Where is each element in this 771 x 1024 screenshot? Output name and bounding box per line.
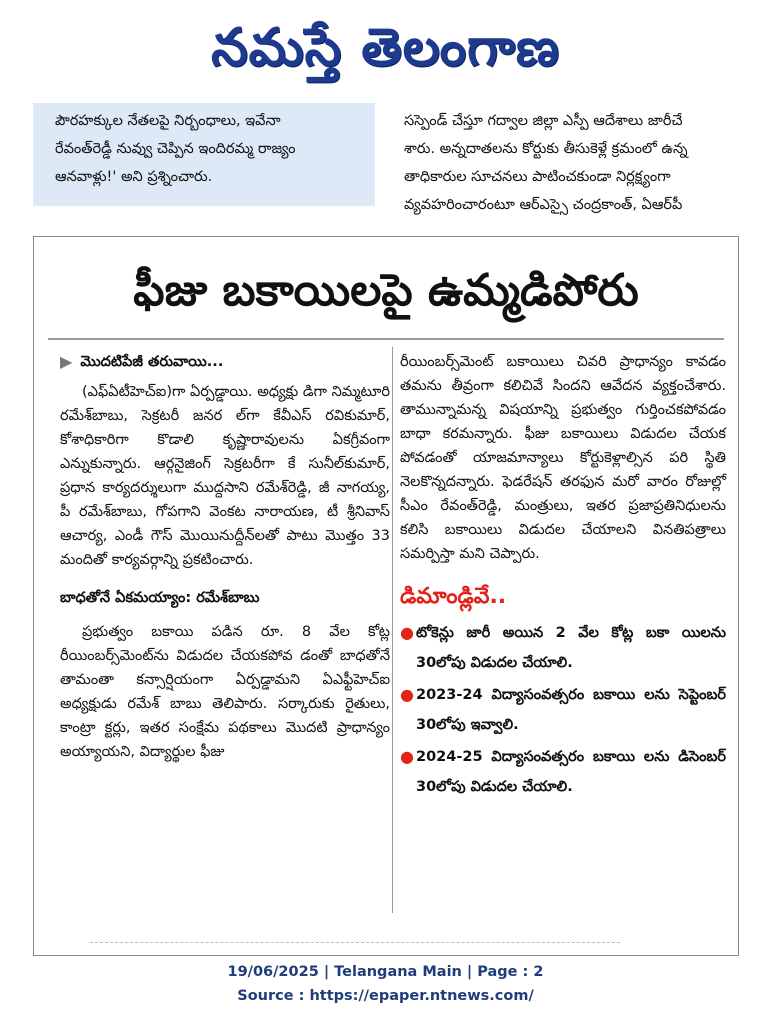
demand-text: టోకెన్లు జారీ అయిన 2 వేల కోట్ల బకా యిలను 30లోపు విడుదల చేయాలి. (416, 625, 726, 671)
snippet-line: ఆనవాళ్లు!' అని ప్రశ్నించారు. (55, 169, 213, 185)
article-box (33, 236, 739, 956)
demand-text: 2023-24 విద్యాసంవత్సరం బకాయి లను సెప్టెంబర్ 30లోపు ఇవ్వాలి. (416, 687, 726, 733)
article-headline: ఫీజు బకాయిలపై ఉమ్మడిపోరు (133, 265, 639, 316)
demands-heading: డిమాండ్లివే.. (400, 584, 507, 609)
snippet-line: శారు. అన్నదాతలను కోర్టుకు తీసుకెళ్లే క్రమంలో ఉన్న (404, 141, 688, 157)
right-column (400, 350, 726, 804)
snippet-line: తాధికారుల సూచనలు పాటించకుండా నిర్లక్ష్యంగా (404, 169, 671, 185)
bullet-icon: ● (400, 747, 414, 766)
snippet-line: పౌరహక్కుల నేతలపై నిర్బంధాలు, ఇవేనా (55, 113, 281, 129)
body-paragraph: (ఎఫ్ఏటీహెచ్ఐ)గా ఏర్పడ్డాయి. అధ్యక్షు డిగా నిమ్మటూరి రమేశ్‌బాబు, సెక్రటరీ జనర ల్‌గా కేవీఎస్ రవికుమార్, కోశాధికారిగా కొడాలి కృష్ణారావులను ఏకగ్రీవంగా ఎన్నుకున్నారు. ఆర్గనైజింగ్ సెక్రటరీగా కే సునీల్‌కుమార్, ప్రధాన కార్యదర్శులుగా ముద్దసాని రమేశ్‌రెడ్డి, జీ నాగయ్య, పీ రమేశ్‌బాబు, గోపగాని వెంకట నారాయణ, టీ శ్రీనివాస్ ఆచార్య, ఎండీ గౌస్ మొయినుద్దీన్‌లతో పాటు మొత్తం 33 మందితో కార్యవర్గాన్ని ప్రకటించారు. (60, 384, 390, 568)
footer-source-link[interactable]: Source : https://epaper.ntnews.com/ (237, 988, 534, 1004)
snippet-line: సస్పెండ్ చేస్తూ గద్వాల జిల్లా ఎస్పీ ఆదేశాలు జారీచే (404, 113, 683, 129)
triangle-right-icon: ▶ (60, 352, 73, 371)
top-right-snippet (400, 103, 744, 219)
snippet-line: రేవంత్‌రెడ్డీ నువ్వు చెప్పిన ఇందిరమ్మ రాజ్యం (55, 141, 296, 157)
bullet-icon: ● (400, 623, 414, 642)
demand-item (400, 618, 726, 678)
subheading: బాధతోనే ఏకమయ్యాం: రమేశ్‌బాబు (60, 590, 260, 606)
kicker-text: మొదటిపేజీ తరువాయి... (80, 354, 224, 370)
page-cut-line (90, 942, 620, 943)
left-column (60, 350, 390, 764)
body-paragraph: ప్రభుత్వం బకాయి పడిన రూ. 8 వేల కోట్ల రీయింబర్స్‌మెంట్‌ను విడుదల చేయకపోవ డంతో బాధతోనే తామంతా కన్సార్షియంగా ఏర్పడ్డామని ఏఎఫ్టీహెచ్ఐ అధ్యక్షుడు రమేశ్ బాబు తెలిపారు. సర్కారుకు రైతులు, కాంట్రా క్టర్లు, ఇతర సంక్షేమ పథకాలు మొదటి ప్రాధాన్యం అయ్యాయని, విద్యార్థుల ఫీజు (60, 624, 390, 760)
source-footer (0, 960, 771, 1008)
footer-date-line: 19/06/2025 | Telangana Main | Page : 2 (227, 964, 544, 980)
demand-text: 2024-25 విద్యాసంవత్సరం బకాయి లను డిసెంబర్ 30లోపు విడుదల చేయాలి. (416, 749, 726, 795)
masthead-logo: నమస్తే తెలంగాణ (211, 18, 560, 78)
headline-divider (48, 338, 724, 340)
continuation-kicker (60, 350, 390, 374)
column-divider (392, 347, 393, 913)
top-left-snippet (33, 103, 375, 206)
demand-item (400, 742, 726, 802)
bullet-icon: ● (400, 685, 414, 704)
body-paragraph: రీయింబర్స్‌మెంట్ బకాయిలు చివరి ప్రాధాన్యం కావడం తమను తీవ్రంగా కలిచివే సిందని ఆవేదన వ్యక్తంచేశారు. తామున్నామన్న విషయాన్ని ప్రభుత్వం గుర్తించకపోవడం బాధా కరమన్నారు. ఫీజు బకాయిలు విడుదల చేయక పోవడంతో యాజమాన్యాలు కోర్టుకెళ్లాల్సిన పరి స్థితి నెలకొన్నదన్నారు. ఫెడరేషన్ తరఫున మరో వారం రోజుల్లో సీఎం రేవంత్‌రెడ్డి, మంత్రులు, ఇతర ప్రజాప్రతినిధులను కలిసి బకాయిలు విడుదల చేయాలని వినతిపత్రాలు సమర్పిస్తా మని చెప్పారు. (400, 354, 726, 562)
snippet-line: వ్యవహరించారంటూ ఆర్ఎస్సై చంద్రకాంత్, ఏఆర్‌పీ (404, 197, 683, 213)
demand-item (400, 680, 726, 740)
